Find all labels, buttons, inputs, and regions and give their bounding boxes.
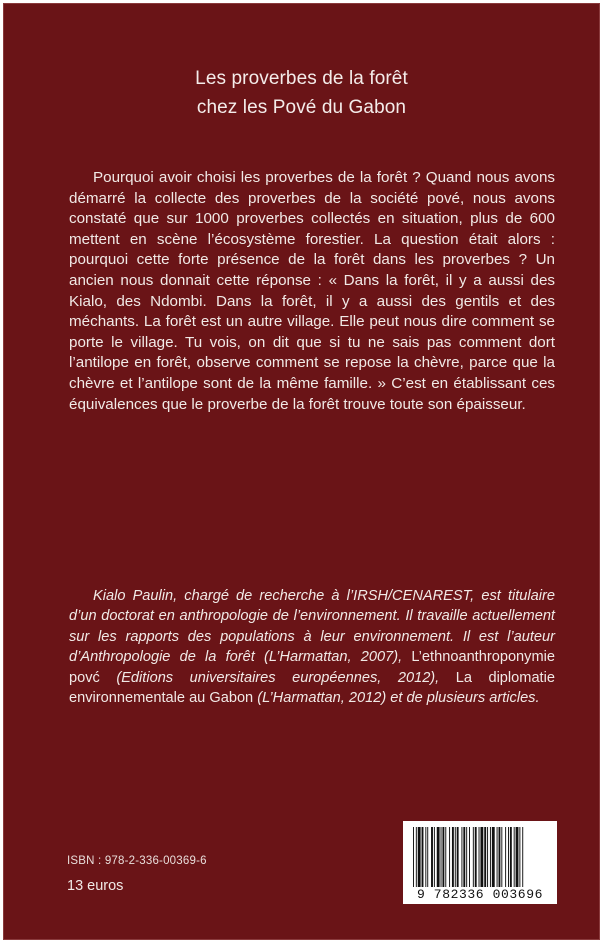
bio-part-1: Kialo Paulin, chargé de recherche à l’IRSH/CENAREST, est titulaire d’un doctorat en anthropologie de l’environnement. Il travaille actuellement sur les rapports des populations à leur environnement. Il est l’auteur d’Anthropologie de la forêt (L’Harmattan, 2007), [69, 588, 555, 666]
bio-book-2: L’ethnoanthroponymie povć [69, 649, 555, 686]
barcode [403, 821, 557, 904]
barcode-digits: 9 782336 003696 [416, 887, 544, 902]
isbn-text: ISBN : 978-2-336-00369-6 [67, 855, 207, 867]
price-text: 13 euros [67, 878, 124, 894]
bio-book-3: La diplomatie environnementale au Gabon [69, 669, 555, 707]
book-title [4, 64, 599, 122]
summary-text: Pourquoi avoir choisi les proverbes de la forêt ? Quand nous avons démarré la collecte des proverbes de la société pové, nous avons constaté que sur 1000 proverbes collectés en situation, plus de 600 mettent en scène l’écosystème forestier. La question était alors : pourquoi cette forte présence de la forêt dans les proverbes ? Un ancien nous donnait cette réponse : « Dans la forêt, il y a aussi des Kialo, des Ndombi. Dans la forêt, il y a aussi des gentils et des méchants. La forêt est un autre village. Elle peut nous dire comment se porte le village. Tu vois, on dit que si tu ne sais pas comment dort l’antilope en forêt, observe comment se repose la chèvre, parce que la chèvre et l’antilope sont de la même famille. » C’est en établissant ces équivalences que le proverbe de la forêt trouve toute son épaisseur. [69, 169, 555, 413]
title-line-1: Les proverbes de la forêt [195, 68, 408, 89]
bio-part-2: (Editions universitaires européennes, 2012), [116, 669, 440, 686]
barcode-bars [411, 827, 549, 887]
author-bio [69, 586, 555, 708]
title-line-2: chez les Pové du Gabon [196, 97, 407, 118]
bio-part-3: (L’Harmattan, 2012) et de plusieurs articles. [257, 690, 540, 707]
back-cover [3, 3, 600, 940]
